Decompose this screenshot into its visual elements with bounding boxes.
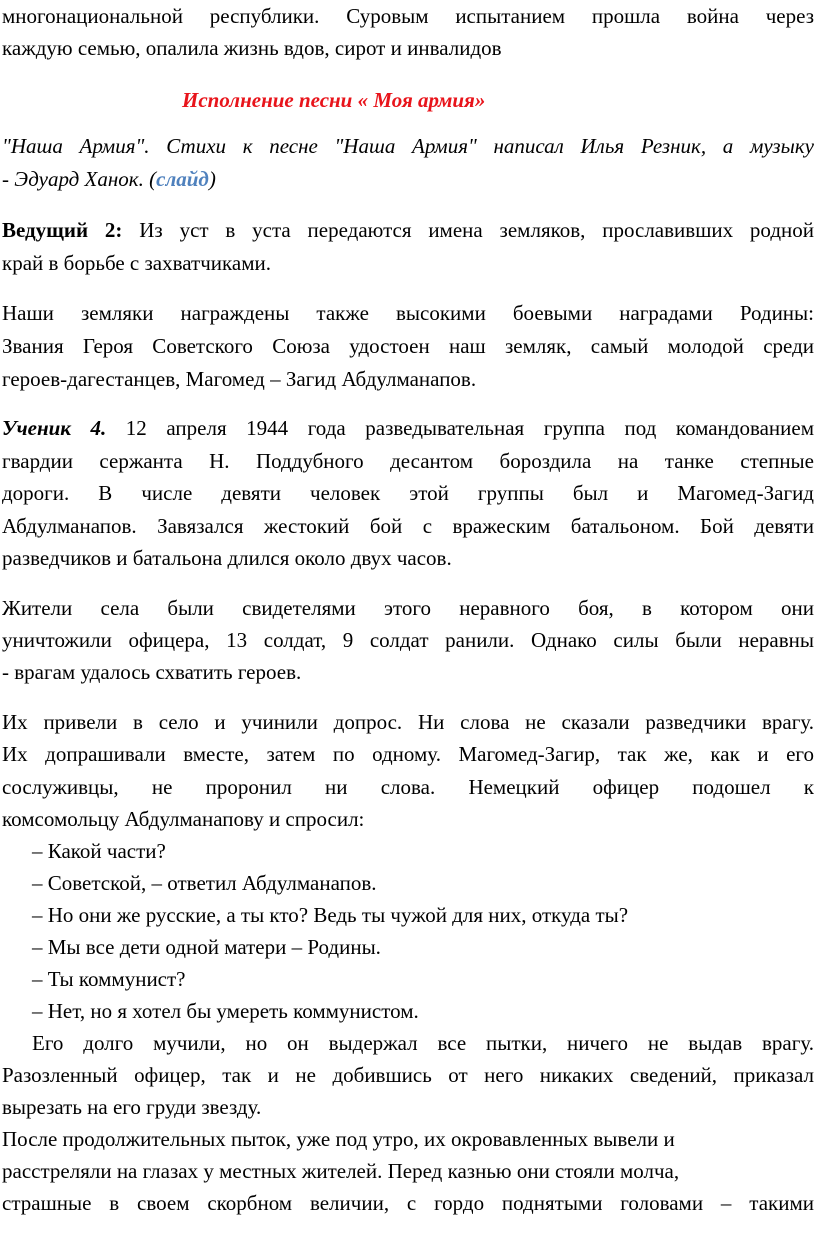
dialogue-line: – Какой части? <box>32 839 166 863</box>
paragraph-line: Их привели в село и учинили допрос. Ни слова не сказали разведчики врагу. <box>2 710 814 734</box>
paragraph-line: Наши земляки награждены также высокими боевыми наградами Родины: <box>2 301 814 325</box>
speaker-label: Ведущий 2: <box>2 218 123 242</box>
dialogue-line: – Но они же русские, а ты кто? Ведь ты чужой для них, откуда ты? <box>32 903 629 927</box>
paragraph-line: многонациональной республики. Суровым испытанием прошла война через <box>2 4 814 28</box>
dialogue-line: – Нет, но я хотел бы умереть коммунистом. <box>32 999 419 1023</box>
paragraph-line: гвардии сержанта Н. Поддубного десантом бороздила на танке степные <box>2 449 814 473</box>
paragraph-line <box>2 163 814 195</box>
paragraph-line <box>2 214 814 246</box>
paragraph-line: комсомольцу Абдулманапову и спросил: <box>2 807 365 831</box>
line-text: ) <box>208 167 216 191</box>
paragraph-line: разведчиков и батальона длился около двух часов. <box>2 546 452 570</box>
paragraph-line: страшные в своем скорбном величии, с гордо поднятыми головами – такими <box>2 1191 814 1215</box>
paragraph-line: Его долго мучили, но он выдержал все пытки, ничего не выдав врагу. <box>32 1031 814 1055</box>
line-text: 12 апреля 1944 года разведывательная группа под командованием <box>106 416 814 440</box>
line-text: - Эдуард Ханок. ( <box>2 167 157 191</box>
slide-label: слайд <box>156 167 209 191</box>
paragraph-line: уничтожили офицера, 13 солдат, 9 солдат ранили. Однако силы были неравны <box>2 628 814 652</box>
dialogue-line: – Мы все дети одной матери – Родины. <box>32 935 381 959</box>
paragraph-line: расстреляли на глазах у местных жителей. Перед казнью они стояли молча, <box>2 1159 680 1183</box>
dialogue-line: – Советской, – ответил Абдулманапов. <box>32 871 377 895</box>
paragraph-line: каждую семью, опалила жизнь вдов, сирот и инвалидов <box>2 36 502 60</box>
paragraph-line: Их допрашивали вместе, затем по одному. Магомед-Загир, так же, как и его <box>2 742 814 766</box>
paragraph-line: Жители села были свидетелями этого неравного боя, в котором они <box>2 596 814 620</box>
paragraph-line: Абдулманапов. Завязался жестокий бой с вражеским батальоном. Бой девяти <box>2 514 814 538</box>
paragraph-line: "Наша Армия". Стихи к песне "Наша Армия" написал Илья Резник, а музыку <box>2 134 814 158</box>
paragraph-line: - врагам удалось схватить героев. <box>2 660 302 684</box>
paragraph-line: Звания Героя Советского Союза удостоен наш земляк, самый молодой среди <box>2 334 814 358</box>
line-text: Из уст в уста передаются имена земляков, прославивших родной <box>122 218 814 242</box>
paragraph-line: дороги. В числе девяти человек этой группы был и Магомед-Загид <box>2 481 814 505</box>
paragraph-line: героев-дагестанцев, Магомед – Загид Абдулманапов. <box>2 367 477 391</box>
paragraph-line: вырезать на его груди звезду. <box>2 1095 262 1119</box>
paragraph-line: сослуживцы, не проронил ни слова. Немецкий офицер подошел к <box>2 775 814 799</box>
speaker-label: Ученик 4. <box>2 416 107 440</box>
paragraph-line: После продолжительных пыток, уже под утро, их окровавленных вывели и <box>2 1127 675 1151</box>
paragraph-line: Разозленный офицер, так и не добившись от него никаких сведений, приказал <box>2 1063 814 1087</box>
dialogue-line: – Ты коммунист? <box>32 967 186 991</box>
paragraph-line <box>2 412 814 444</box>
paragraph-line: край в борьбе с захватчиками. <box>2 251 271 275</box>
song-title: Исполнение песни « Моя армия» <box>182 88 486 112</box>
